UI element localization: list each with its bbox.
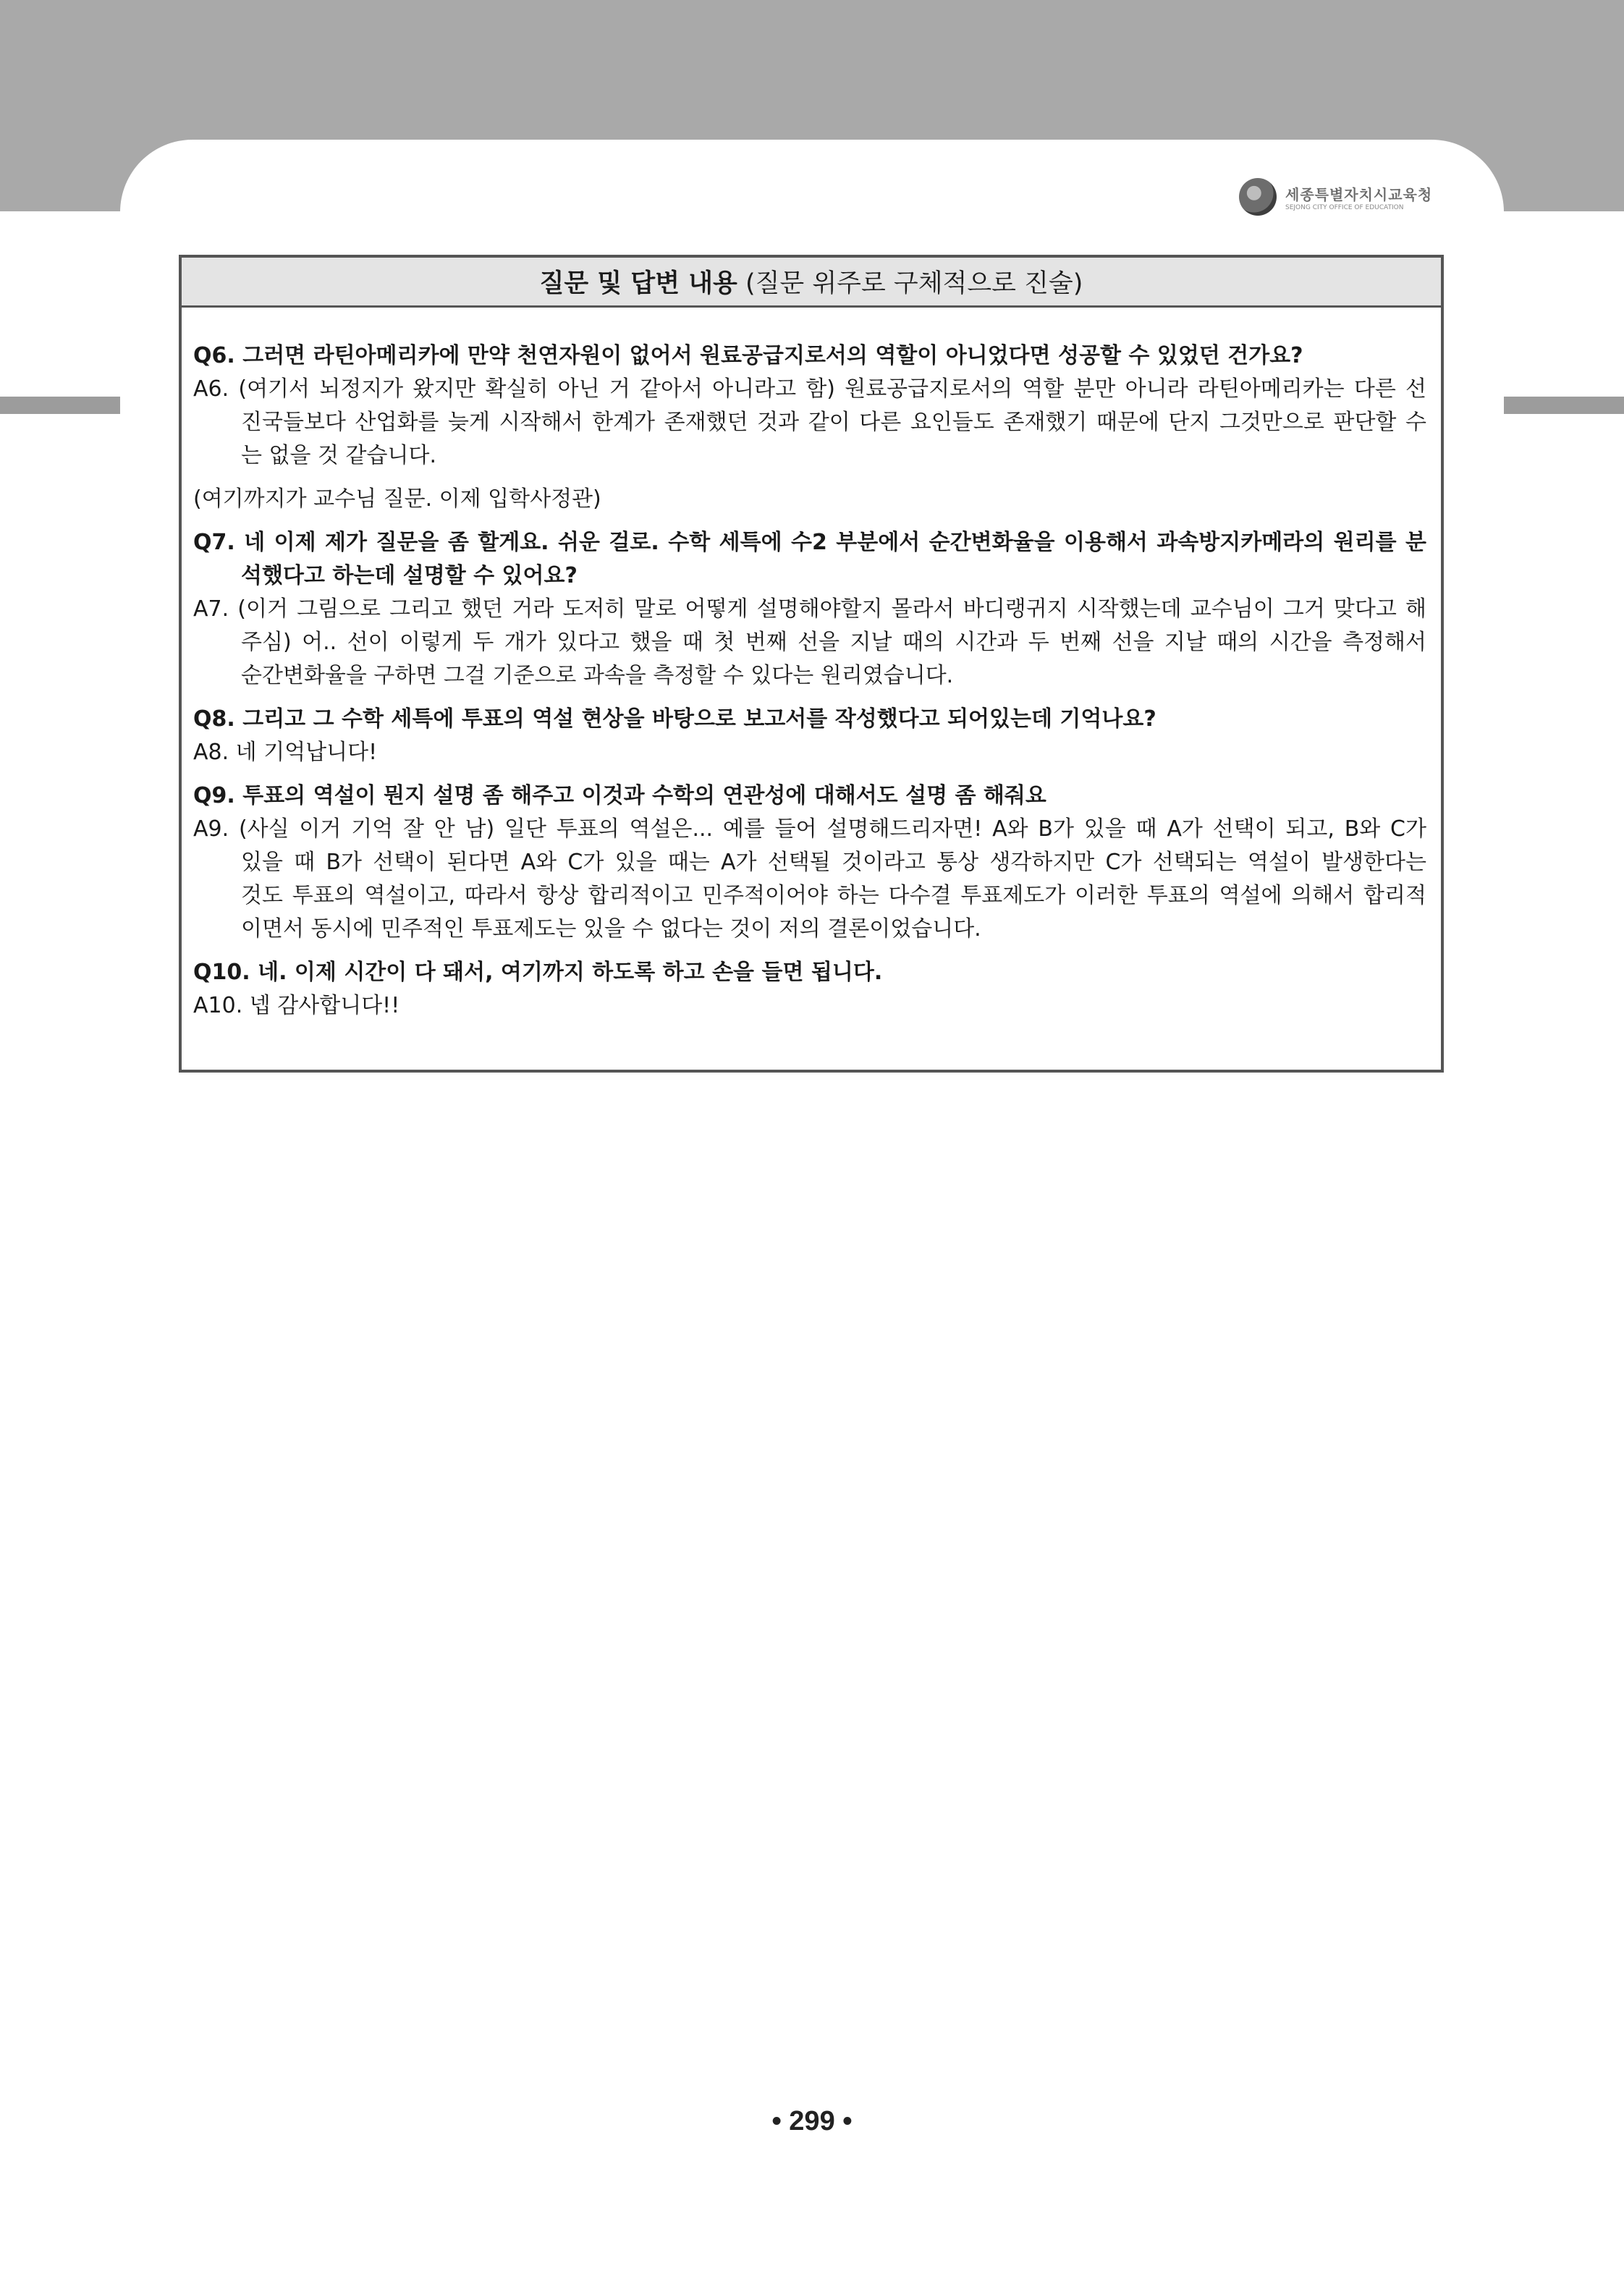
interviewer-note: (여기까지가 교수님 질문. 이제 입학사정관) <box>193 486 601 512</box>
question-8: Q8. 그리고 그 수학 세특에 투표의 역설 현상을 바탕으로 보고서를 작성했다고 되어있는데 기억나요? <box>193 706 1156 732</box>
answer-6-line-2: 진국들보다 산업화를 늦게 시작해서 한계가 존재했던 것과 같이 다른 요인들도 존재했기 때문에 단지 그것만으로 판단할 수 <box>241 410 1426 435</box>
answer-7-line-2: 주심) 어.. 선이 이렇게 두 개가 있다고 했을 때 첫 번째 선을 지날 때의 시간과 두 번째 선을 지날 때의 시간을 측정해서 <box>241 630 1426 655</box>
qa-table <box>179 255 1444 1073</box>
answer-9-line-1: A9. (사실 이거 기억 잘 안 남) 일단 투표의 역설은... 예를 들어 설명해드리자면! A와 B가 있을 때 A가 선택이 되고, B와 C가 <box>193 816 1426 842</box>
answer-7-line-3: 순간변화율을 구하면 그걸 기준으로 과속을 측정할 수 있다는 원리였습니다. <box>241 663 954 688</box>
question-10: Q10. 네. 이제 시간이 다 돼서, 여기까지 하도록 하고 손을 들면 됩니다. <box>193 960 883 985</box>
table-title-bold: 질문 및 답변 내용 <box>539 269 737 298</box>
question-6: Q6. 그러면 라틴아메리카에 만약 천연자원이 없어서 원료공급지로서의 역할이 아니었다면 성공할 수 있었던 건가요? <box>193 343 1303 368</box>
emblem-icon <box>1239 178 1277 216</box>
answer-6-line-1: A6. (여기서 뇌정지가 왔지만 확실히 아닌 거 같아서 아니라고 함) 원료공급지로서의 역할 분만 아니라 라틴아메리카는 다른 선 <box>193 376 1426 402</box>
question-7-line-1: Q7. 네 이제 제가 질문을 좀 할게요. 쉬운 걸로. 수학 세특에 수2 부분에서 순간변화율을 이용해서 과속방지카메라의 원리를 분 <box>193 530 1426 555</box>
question-7-line-2: 석했다고 하는데 설명할 수 있어요? <box>241 563 578 588</box>
answer-8: A8. 네 기억납니다! <box>193 740 378 765</box>
right-margin-stripe <box>1504 397 1624 414</box>
question-9: Q9. 투표의 역설이 뭔지 설명 좀 해주고 이것과 수학의 연관성에 대해서도 설명 좀 해줘요 <box>193 783 1046 808</box>
office-logo <box>1239 177 1468 217</box>
answer-10: A10. 넵 감사합니다!! <box>193 993 400 1018</box>
table-title-rest: (질문 위주로 구체적으로 진술) <box>737 269 1083 298</box>
table-body <box>182 308 1441 1023</box>
logo-text <box>1285 183 1432 211</box>
answer-9-line-4: 이면서 동시에 민주적인 투표제도는 있을 수 없다는 것이 저의 결론이었습니다. <box>241 916 981 942</box>
logo-name-en: SEJONG CITY OFFICE OF EDUCATION <box>1285 203 1404 211</box>
left-margin-stripe <box>0 397 120 414</box>
page-number: • 299 • <box>771 2106 853 2136</box>
answer-9-line-3: 것도 투표의 역설이고, 따라서 항상 합리적이고 민주적이어야 하는 다수결 투표제도가 이러한 투표의 역설에 의해서 합리적 <box>241 883 1426 908</box>
table-header <box>182 258 1441 308</box>
answer-6-line-3: 는 없을 것 같습니다. <box>241 443 436 468</box>
answer-7-line-1: A7. (이거 그림으로 그리고 했던 거라 도저히 말로 어떻게 설명해야할지 몰라서 바디랭귀지 시작했는데 교수님이 그거 맞다고 해 <box>193 596 1426 622</box>
logo-name-ko: 세종특별자치시교육청 <box>1285 185 1433 203</box>
answer-9-line-2: 있을 때 B가 선택이 된다면 A와 C가 있을 때는 A가 선택될 것이라고 통상 생각하지만 C가 선택되는 역설이 발생한다는 <box>241 850 1426 875</box>
